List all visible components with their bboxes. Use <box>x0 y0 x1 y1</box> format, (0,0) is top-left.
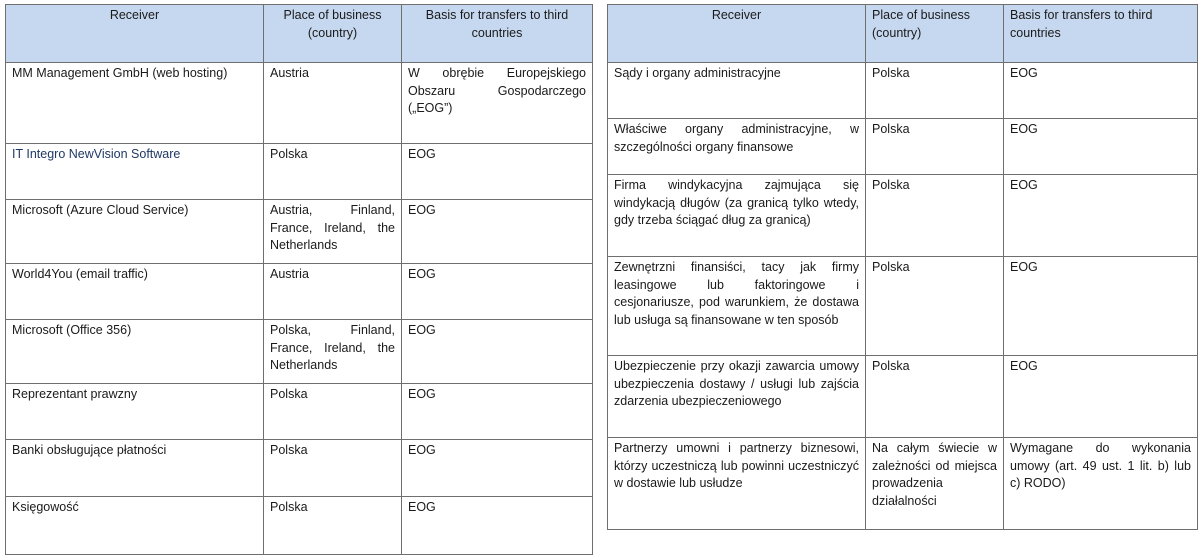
header-place: Place of business (country) <box>264 5 402 63</box>
receiver-cell: Firma windykacyjna zajmująca się windykacją długów (za granicą tylko wtedy, gdy trzeba ściągać dług za granicą) <box>608 175 866 257</box>
table-row <box>608 438 1198 530</box>
table-row <box>6 320 593 384</box>
header-receiver: Receiver <box>6 5 264 63</box>
basis-cell: EOG <box>402 264 593 320</box>
receiver-cell: Księgowość <box>6 497 264 555</box>
table-row <box>6 63 593 144</box>
place-cell: Polska <box>264 144 402 200</box>
receiver-cell: Reprezentant prawzny <box>6 384 264 440</box>
table-row <box>6 440 593 497</box>
basis-cell: EOG <box>402 200 593 264</box>
table-row <box>608 63 1198 119</box>
table-row <box>6 200 593 264</box>
receiver-cell: MM Management GmbH (web hosting) <box>6 63 264 144</box>
table-row <box>6 264 593 320</box>
basis-cell: EOG <box>402 497 593 555</box>
receiver-cell: Właściwe organy administracyjne, w szczególności organy finansowe <box>608 119 866 175</box>
place-cell: Polska <box>866 257 1004 356</box>
place-cell: Polska <box>264 440 402 497</box>
receiver-cell: Ubezpieczenie przy okazji zawarcia umowy ubezpieczenia dostawy / usługi lub zajścia zdarzenia ubezpieczeniowego <box>608 356 866 438</box>
basis-cell: W obrębie Europejskiego Obszaru Gospodarczego („EOG”) <box>402 63 593 144</box>
table-header-row <box>608 5 1198 63</box>
table-row <box>608 175 1198 257</box>
receiver-cell: Partnerzy umowni i partnerzy biznesowi, którzy uczestniczą lub powinni uczestniczyć w dostawie lub usłudze <box>608 438 866 530</box>
place-cell: Na całym świecie w zależności od miejsca prowadzenia działalności <box>866 438 1004 530</box>
table-row <box>608 356 1198 438</box>
table-row <box>608 119 1198 175</box>
basis-cell: Wymagane do wykonania umowy (art. 49 ust. 1 lit. b) lub c) RODO) <box>1004 438 1198 530</box>
basis-cell: EOG <box>1004 175 1198 257</box>
place-cell: Polska, Finland, France, Ireland, the Netherlands <box>264 320 402 384</box>
place-cell: Polska <box>866 119 1004 175</box>
place-cell: Austria <box>264 63 402 144</box>
receiver-cell: Sądy i organy administracyjne <box>608 63 866 119</box>
receiver-cell: Microsoft (Azure Cloud Service) <box>6 200 264 264</box>
place-cell: Polska <box>264 384 402 440</box>
place-cell: Polska <box>264 497 402 555</box>
basis-cell: EOG <box>1004 119 1198 175</box>
basis-cell: EOG <box>402 144 593 200</box>
table-row <box>6 384 593 440</box>
basis-cell: EOG <box>1004 257 1198 356</box>
table-header-row <box>6 5 593 63</box>
header-place: Place of business (country) <box>866 5 1004 63</box>
table-row <box>6 144 593 200</box>
receivers-table-left <box>5 4 593 555</box>
header-basis: Basis for transfers to third countries <box>1004 5 1198 63</box>
receiver-cell: Microsoft (Office 356) <box>6 320 264 384</box>
place-cell: Polska <box>866 175 1004 257</box>
basis-cell: EOG <box>1004 356 1198 438</box>
place-cell: Austria <box>264 264 402 320</box>
header-receiver: Receiver <box>608 5 866 63</box>
basis-cell: EOG <box>402 320 593 384</box>
header-basis: Basis for transfers to third countries <box>402 5 593 63</box>
place-cell: Polska <box>866 63 1004 119</box>
receiver-cell: Banki obsługujące płatności <box>6 440 264 497</box>
table-row <box>6 497 593 555</box>
place-cell: Polska <box>866 356 1004 438</box>
basis-cell: EOG <box>402 384 593 440</box>
table-row <box>608 257 1198 356</box>
place-cell: Austria, Finland, France, Ireland, the Netherlands <box>264 200 402 264</box>
receivers-table-right <box>607 4 1198 530</box>
receiver-cell: Zewnętrzni finansiści, tacy jak firmy leasingowe lub faktoringowe i cesjonariusze, pod warunkiem, że dostawa lub usługa są finansowane w ten sposób <box>608 257 866 356</box>
basis-cell: EOG <box>1004 63 1198 119</box>
basis-cell: EOG <box>402 440 593 497</box>
receiver-cell: World4You (email traffic) <box>6 264 264 320</box>
receiver-cell: IT Integro NewVision Software <box>6 144 264 200</box>
